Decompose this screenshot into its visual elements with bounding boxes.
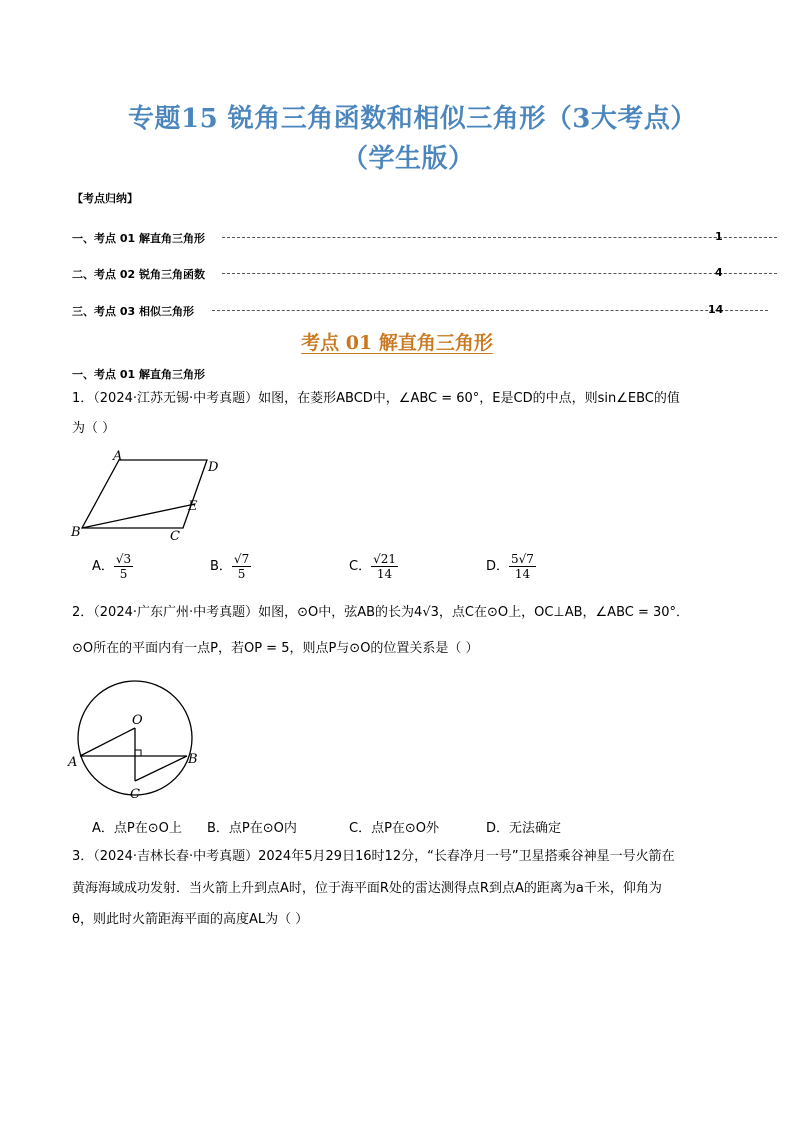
q2-option-a[interactable]: A．点P在⊙O上 xyxy=(92,821,182,836)
label-o: O xyxy=(132,713,143,728)
option-letter: D． xyxy=(486,559,510,574)
q2-option-c[interactable]: C．点P在⊙O外 xyxy=(349,821,440,836)
toc-item-label: 三、考点 03 相似三角形 xyxy=(72,305,194,318)
q2-option-d[interactable]: D．无法确定 xyxy=(486,821,562,836)
fraction-den: 5 xyxy=(237,567,246,581)
label-a: A xyxy=(113,449,123,464)
fraction xyxy=(509,552,536,581)
fraction-den: 14 xyxy=(514,567,531,581)
right-angle-mark xyxy=(135,750,141,756)
q1-option-c[interactable] xyxy=(349,552,398,581)
q1-text-line1: 1．（2024·江苏无锡·中考真题）如图，在菱形ABCD中，∠ABC = 60°，E是CD的中点，则sin∠EBC的值 xyxy=(72,391,680,406)
label-b: B xyxy=(188,752,198,767)
toc-item-label: 二、考点 02 锐角三角函数 xyxy=(72,268,205,281)
label-b: B xyxy=(71,525,81,540)
label-c: C xyxy=(130,787,140,802)
fraction-num: √21 xyxy=(373,552,396,566)
fraction-den: 14 xyxy=(376,567,393,581)
toc-item-label: 一、考点 01 解直角三角形 xyxy=(72,232,205,245)
option-letter: B． xyxy=(210,559,232,574)
option-letter: A． xyxy=(92,559,114,574)
section-heading-text: 考点 01 解直角三角形 xyxy=(301,332,493,354)
q2-text-line2: ⊙O所在的平面内有一点P，若OP = 5，则点P与⊙O的位置关系是（ ） xyxy=(72,641,479,656)
q1-text-line2: 为（ ） xyxy=(72,421,116,436)
toc-leader xyxy=(222,237,777,238)
toc-leader xyxy=(222,273,777,274)
label-a: A xyxy=(68,755,78,770)
segment-cb xyxy=(135,756,187,781)
label-e: E xyxy=(188,499,198,514)
q2-option-b[interactable]: B．点P在⊙O内 xyxy=(207,821,297,836)
fraction xyxy=(114,552,133,581)
q1-option-b[interactable] xyxy=(210,552,251,581)
q3-text-line3: θ，则此时火箭距海平面的高度AL为（ ） xyxy=(72,912,309,927)
toc-item-2[interactable] xyxy=(72,266,722,282)
label-d: D xyxy=(208,460,219,475)
q1-rhombus-figure xyxy=(66,448,236,548)
q3-text-line1: 3．（2024·吉林长春·中考真题）2024年5月29日16时12分，“长春净月一号”卫星搭乘谷神星一号火箭在 xyxy=(72,849,675,864)
subsection-heading: 一、考点 01 解直角三角形 xyxy=(72,368,205,381)
summary-heading: 【考点归纳】 xyxy=(72,192,138,205)
fraction-den: 5 xyxy=(119,567,128,581)
toc-item-page: 14 xyxy=(708,303,724,316)
fraction-num: √7 xyxy=(233,552,250,566)
segment-be xyxy=(82,504,195,528)
fraction xyxy=(232,552,251,581)
q2-text-line1: 2．（2024·广东广州·中考真题）如图，⊙O中，弦AB的长为4√3，点C在⊙O上，OC⊥AB，∠ABC = 30°． xyxy=(72,605,690,620)
fraction-num: √3 xyxy=(115,552,132,566)
toc-item-3[interactable] xyxy=(72,303,722,319)
q2-circle-figure xyxy=(66,672,216,807)
fraction-num: 5√7 xyxy=(511,552,534,566)
q1-option-a[interactable] xyxy=(92,552,133,581)
toc-item-1[interactable] xyxy=(72,230,722,246)
option-letter: C． xyxy=(349,559,372,574)
toc-item-page: 4 xyxy=(715,266,723,279)
segment-ao xyxy=(80,728,135,756)
toc-item-page: 1 xyxy=(715,230,723,243)
document-title: 专题15 锐角三角函数和相似三角形（3大考点） xyxy=(128,104,697,134)
section-heading xyxy=(0,328,794,355)
toc-leader xyxy=(212,310,768,311)
fraction xyxy=(371,552,398,581)
label-c: C xyxy=(170,529,180,544)
document-subtitle: （学生版） xyxy=(342,144,475,174)
rhombus-abcd xyxy=(82,460,207,528)
q1-option-d[interactable] xyxy=(486,552,536,581)
q3-text-line2: 黄海海域成功发射．当火箭上升到点A时，位于海平面R处的雷达测得点R到点A的距离为a千米，仰角为 xyxy=(72,881,662,896)
